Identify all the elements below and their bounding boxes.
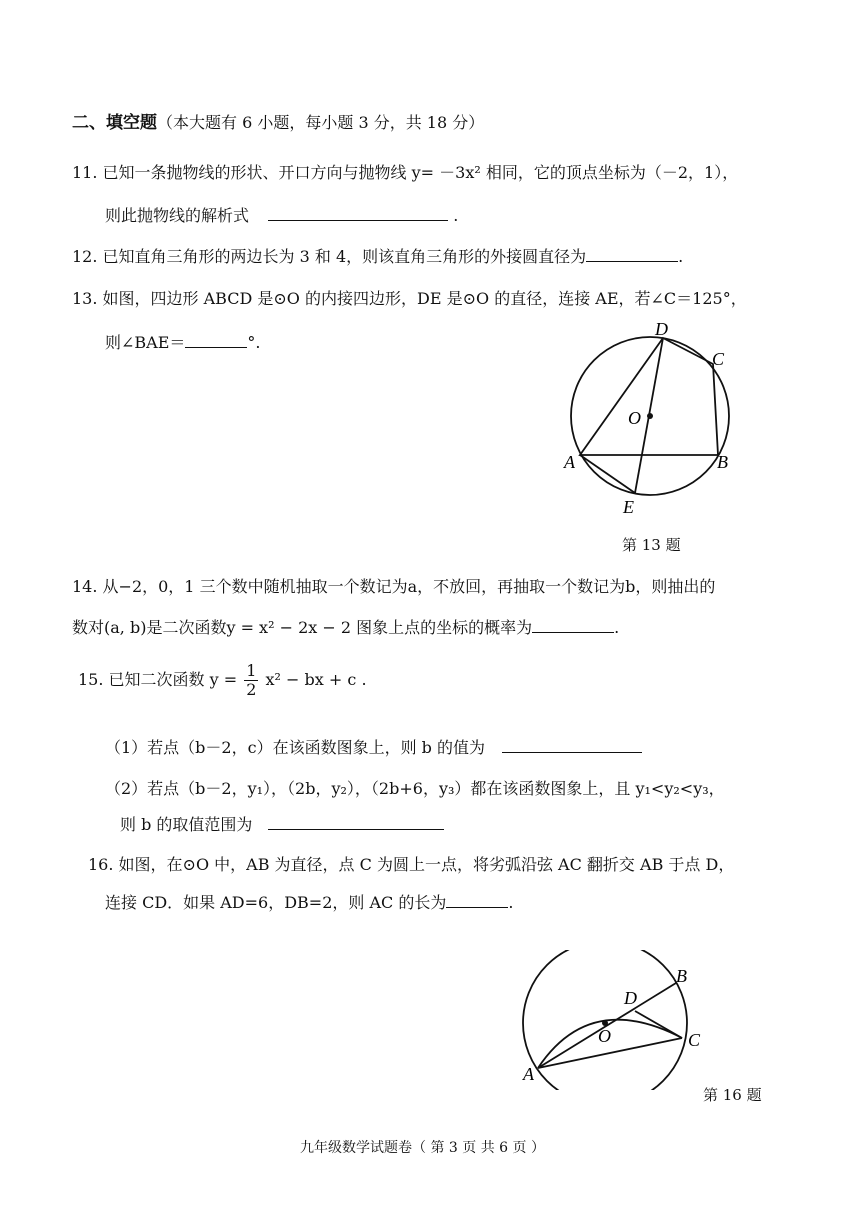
q16-segment-cd xyxy=(635,1011,682,1038)
q15-part1-answer-blank[interactable] xyxy=(502,738,642,753)
q15-fraction xyxy=(244,662,258,699)
q13-label-b: B xyxy=(717,452,728,472)
q16-answer-blank[interactable] xyxy=(446,893,508,908)
q15-stem xyxy=(78,662,367,699)
q13-prompt: 则∠BAE＝ xyxy=(105,333,186,352)
q12-end: . xyxy=(678,247,684,266)
q11-end: . xyxy=(453,206,459,225)
q15-prefix: 15. 已知二次函数 y = xyxy=(78,670,238,689)
q15-part2-answer-blank[interactable] xyxy=(268,815,444,830)
q15-fraction-numerator: 1 xyxy=(246,661,257,680)
q16-figure xyxy=(510,950,735,1090)
q13-answer-blank[interactable] xyxy=(185,333,247,348)
q16-label-b: B xyxy=(676,966,687,986)
q11-line2 xyxy=(105,203,458,226)
q15-part2b-text: 则 b 的取值范围为 xyxy=(120,815,253,834)
q13-line1: 13. 如图，四边形 ABCD 是⊙O 的内接四边形，DE 是⊙O 的直径，连接 AE，若∠C＝125°， xyxy=(72,289,747,308)
q16-label-d: D xyxy=(624,988,637,1008)
q11-line1: 11. 已知一条抛物线的形状、开口方向与抛物线 y= －3x² 相同，它的顶点坐标为（－2，1）， xyxy=(72,163,739,182)
q13-figure xyxy=(555,315,755,520)
section-title: 二、填空题 xyxy=(72,113,157,133)
q15-part1-text: （1）若点（b－2，c）在该函数图象上，则 b 的值为 xyxy=(105,738,485,757)
q13-center-dot xyxy=(647,413,653,419)
q13-segment-ae xyxy=(580,455,635,493)
q15-part1 xyxy=(105,735,642,758)
q13-label-a: A xyxy=(564,452,575,472)
q13-label-o: O xyxy=(628,408,641,428)
q16-end: . xyxy=(508,893,514,912)
q12-text: 12. 已知直角三角形的两边长为 3 和 4，则该直角三角形的外接圆直径为 xyxy=(72,247,587,266)
q16-line2 xyxy=(105,890,513,913)
q14-line2 xyxy=(72,615,619,638)
q16-prompt: 连接 CD．如果 AD=6，DB=2，则 AC 的长为 xyxy=(105,893,447,912)
section-note: （本大题有 6 小题，每小题 3 分，共 18 分） xyxy=(157,113,485,132)
q13-quadrilateral xyxy=(580,338,718,455)
q16-line1: 16. 如图，在⊙O 中，AB 为直径，点 C 为圆上一点，将劣弧沿弦 AC 翻折交 AB 于点 D， xyxy=(88,855,735,874)
page-footer: 九年级数学试题卷（ 第 3 页 共 6 页 ） xyxy=(300,1140,545,1156)
q13-label-d: D xyxy=(655,319,668,339)
q14-answer-blank[interactable] xyxy=(532,618,614,633)
q11-answer-blank[interactable] xyxy=(268,206,448,221)
q13-label-c: C xyxy=(712,349,725,369)
q15-part2b xyxy=(120,812,444,835)
q15-fraction-denominator: 2 xyxy=(246,680,257,699)
q15-part2: （2）若点（b－2，y₁），（2b，y₂），（2b+6，y₃）都在该函数图象上，且 y₁<y₂<y₃， xyxy=(105,779,725,798)
q16-label-o: O xyxy=(598,1026,611,1046)
q16-label-c: C xyxy=(688,1030,701,1050)
q14-end: . xyxy=(614,618,620,637)
q12-answer-blank[interactable] xyxy=(586,247,678,262)
q11-prompt: 则此抛物线的解析式 xyxy=(105,206,250,225)
q13-line2 xyxy=(105,330,261,353)
q12-line xyxy=(72,244,683,267)
q14-line1: 14. 从−2，0，1 三个数中随机抽取一个数记为a，不放回，再抽取一个数记为b，则抽出的 xyxy=(72,577,716,596)
q13-label-e: E xyxy=(623,497,634,517)
q13-caption: 第 13 题 xyxy=(622,536,681,554)
section-heading xyxy=(72,108,484,133)
q16-label-a: A xyxy=(523,1064,534,1084)
q13-unit: °. xyxy=(247,333,261,352)
q15-suffix: x² − bx + c . xyxy=(265,670,367,689)
q14-prompt: 数对(a, b)是二次函数y = x² − 2x − 2 图象上点的坐标的概率为 xyxy=(72,618,533,637)
q16-caption: 第 16 题 xyxy=(703,1086,762,1104)
